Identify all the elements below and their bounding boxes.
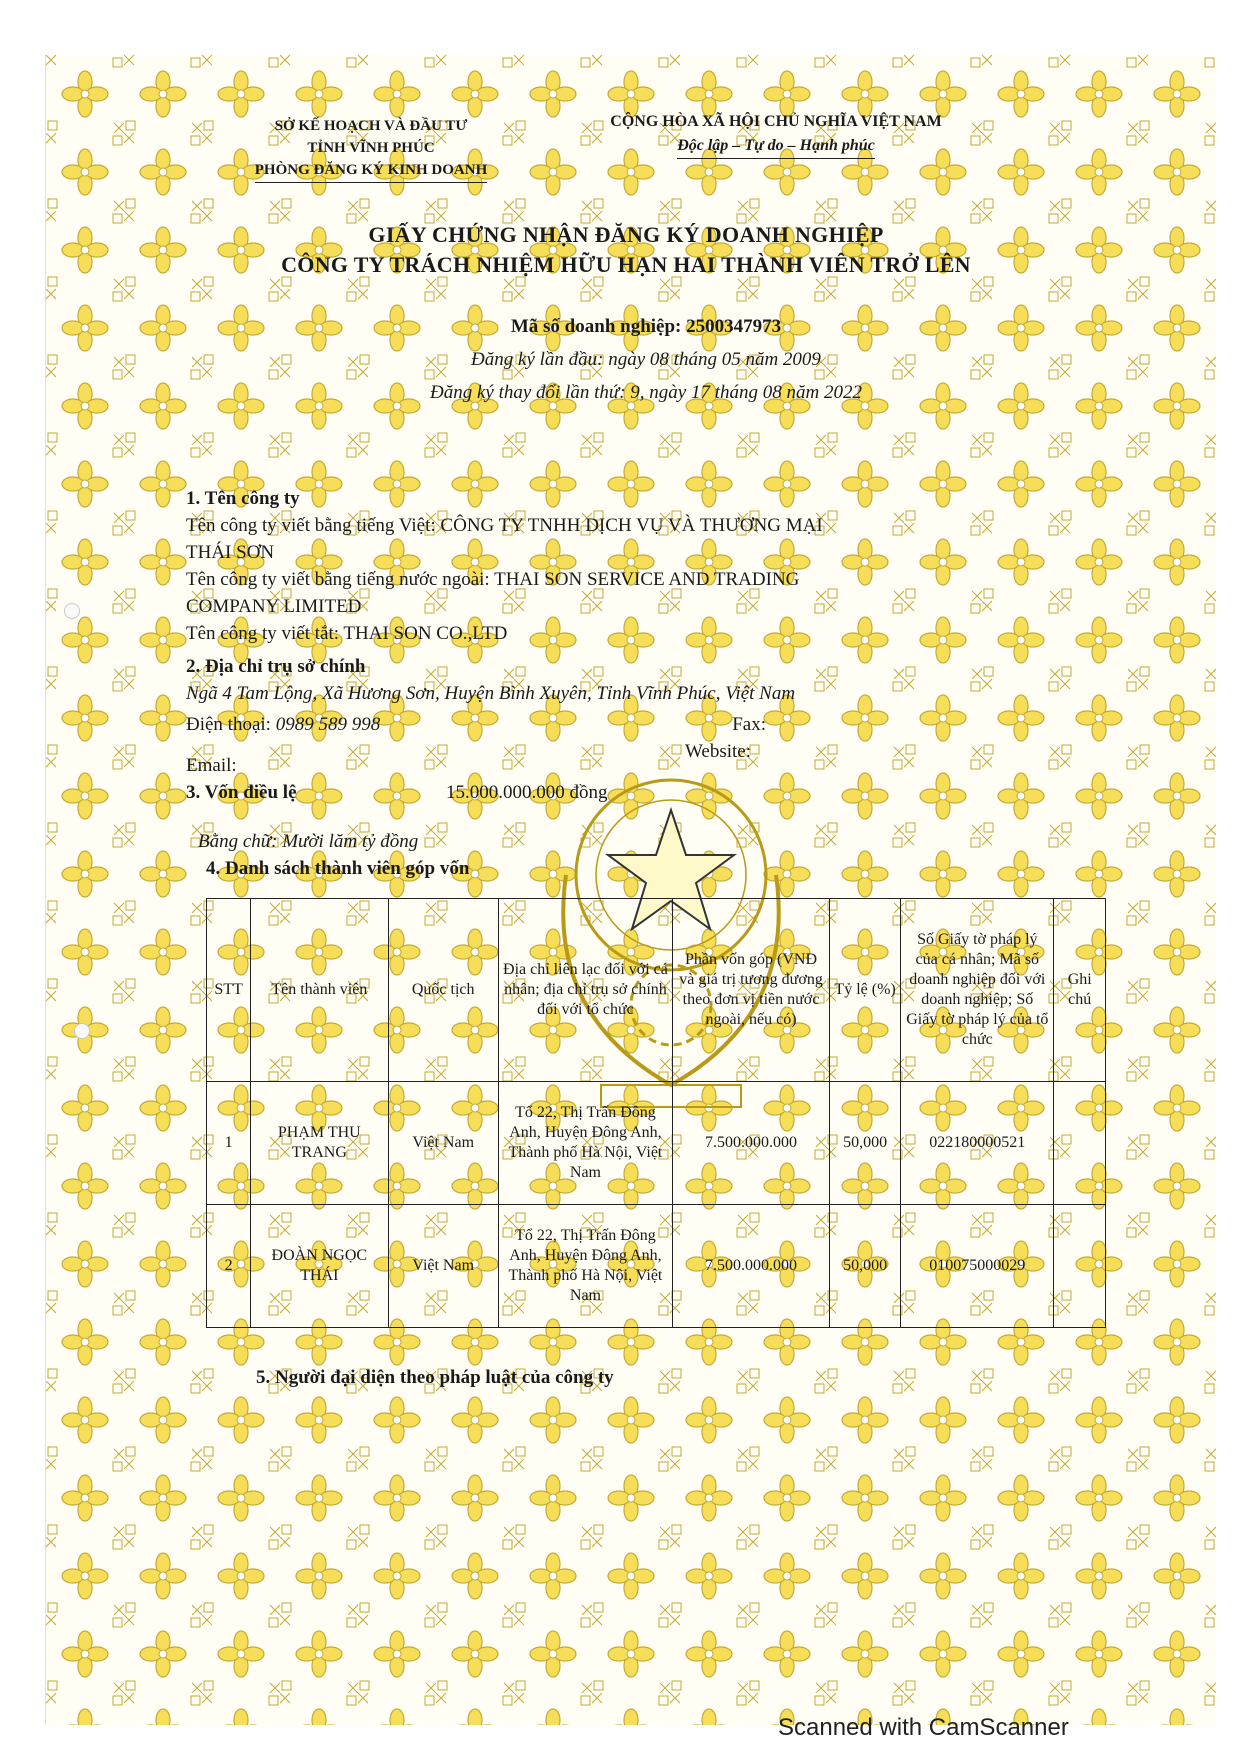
foreign-name-line-2: COMPANY LIMITED: [186, 596, 362, 617]
charter-capital: 15.000.000.000 đồng: [446, 782, 608, 803]
head-office-address: Ngã 4 Tam Lộng, Xã Hương Sơn, Huyện Bình Xuyên, Tỉnh Vĩnh Phúc, Việt Nam: [186, 683, 796, 704]
column-header: Tên thành viên: [251, 899, 388, 1082]
fax-label: Fax:: [732, 714, 766, 735]
registration-info: [296, 310, 996, 409]
email-label: Email:: [186, 755, 237, 776]
member-index: 2: [207, 1205, 251, 1328]
capital-in-words: Bằng chữ: Mười lăm tỷ đồng: [198, 831, 419, 852]
column-header: Số Giấy tờ pháp lý của cá nhân; Mã số doanh nghiệp đối với doanh nghiệp; Số Giấy tờ pháp lý của tổ chức: [901, 899, 1054, 1082]
section-3-heading: 3. Vốn điều lệ: [186, 782, 297, 803]
member-capital: 7.500.000.000: [673, 1082, 830, 1205]
member-index: 1: [207, 1082, 251, 1205]
member-note: [1054, 1082, 1106, 1205]
foreign-name-line-1: Tên công ty viết bằng tiếng nước ngoài: THAI SON SERVICE AND TRADING: [186, 569, 800, 590]
table-row: [207, 1082, 1106, 1205]
column-header: Tỷ lệ (%): [830, 899, 901, 1082]
member-address: Tổ 22, Thị Trấn Đông Anh, Huyện Đông Anh, Thành phố Hà Nội, Việt Nam: [498, 1082, 672, 1205]
member-nationality: Việt Nam: [388, 1082, 498, 1205]
title-line-2: CÔNG TY TRÁCH NHIỆM HỮU HẠN HAI THÀNH VIÊN TRỞ LÊN: [281, 252, 971, 277]
column-header: Phần vốn góp (VNĐ và giá trị tương đương theo đơn vị tiền nước ngoài, nếu có): [673, 899, 830, 1082]
scanner-watermark-text: Scanned with CamScanner: [778, 1714, 1069, 1741]
table-row: [207, 1205, 1106, 1328]
capital-row: [186, 779, 926, 806]
document-body: [186, 485, 986, 882]
email-website-row: [186, 738, 926, 779]
phone-value: 0989 589 998: [275, 714, 381, 735]
motto: Độc lập – Tự do – Hạnh phúc: [677, 134, 875, 159]
document-page: [45, 55, 1216, 1725]
member-ratio: 50,000: [830, 1205, 901, 1328]
column-header: Địa chỉ liên lạc đối với cá nhân; địa chỉ trụ sở chính đối với tổ chức: [498, 899, 672, 1082]
website-label: Website:: [684, 741, 751, 762]
title-line-1: GIẤY CHỨNG NHẬN ĐĂNG KÝ DOANH NGHIỆP: [368, 222, 884, 247]
member-id-number: 022180000521: [901, 1082, 1054, 1205]
vn-name-line-2: THÁI SƠN: [186, 542, 275, 563]
vn-name-line-1: Tên công ty viết bằng tiếng Việt: CÔNG TY TNHH DỊCH VỤ VÀ THƯƠNG MẠI: [186, 515, 823, 536]
change-registration: Đăng ký thay đổi lần thứ: 9, ngày 17 tháng 08 năm 2022: [429, 382, 862, 403]
short-name: Tên công ty viết tắt: THAI SON CO.,LTD: [186, 623, 508, 644]
authority-line-2: TỈNH VĨNH PHÚC: [307, 140, 435, 156]
document-title: [196, 220, 1056, 280]
phone-label: Điện thoại:: [186, 714, 271, 735]
member-ratio: 50,000: [830, 1082, 901, 1205]
member-nationality: Việt Nam: [388, 1205, 498, 1328]
section-2-heading: 2. Địa chỉ trụ sở chính: [186, 656, 366, 677]
member-id-number: 010075000029: [901, 1205, 1054, 1328]
members-table: [206, 898, 1106, 1328]
enterprise-code: Mã số doanh nghiệp: 2500347973: [510, 316, 782, 337]
member-name: ĐOÀN NGỌC THÁI: [251, 1205, 388, 1328]
national-motto: [566, 110, 986, 159]
issuing-authority: [216, 115, 526, 183]
authority-line-3: PHÒNG ĐĂNG KÝ KINH DOANH: [255, 159, 488, 183]
phone-fax-row: [186, 711, 926, 738]
column-header: STT: [207, 899, 251, 1082]
member-capital: 7.500.000.000: [673, 1205, 830, 1328]
first-registration: Đăng ký lần đầu: ngày 08 tháng 05 năm 2009: [471, 349, 821, 370]
country-name: CỘNG HÒA XÃ HỘI CHỦ NGHĨA VIỆT NAM: [610, 113, 942, 130]
column-header: Quốc tịch: [388, 899, 498, 1082]
section-1-heading: 1. Tên công ty: [186, 488, 300, 509]
section-5-heading: 5. Người đại diện theo pháp luật của công ty: [256, 1367, 614, 1388]
member-address: Tổ 22, Thị Trấn Đông Anh, Huyện Đông Anh, Thành phố Hà Nội, Việt Nam: [498, 1205, 672, 1328]
authority-line-1: SỞ KẾ HOẠCH VÀ ĐẦU TƯ: [274, 118, 468, 134]
member-note: [1054, 1205, 1106, 1328]
member-name: PHẠM THU TRANG: [251, 1082, 388, 1205]
column-header: Ghi chú: [1054, 899, 1106, 1082]
table-header-row: [207, 899, 1106, 1082]
section-4-heading: 4. Danh sách thành viên góp vốn: [206, 858, 470, 879]
